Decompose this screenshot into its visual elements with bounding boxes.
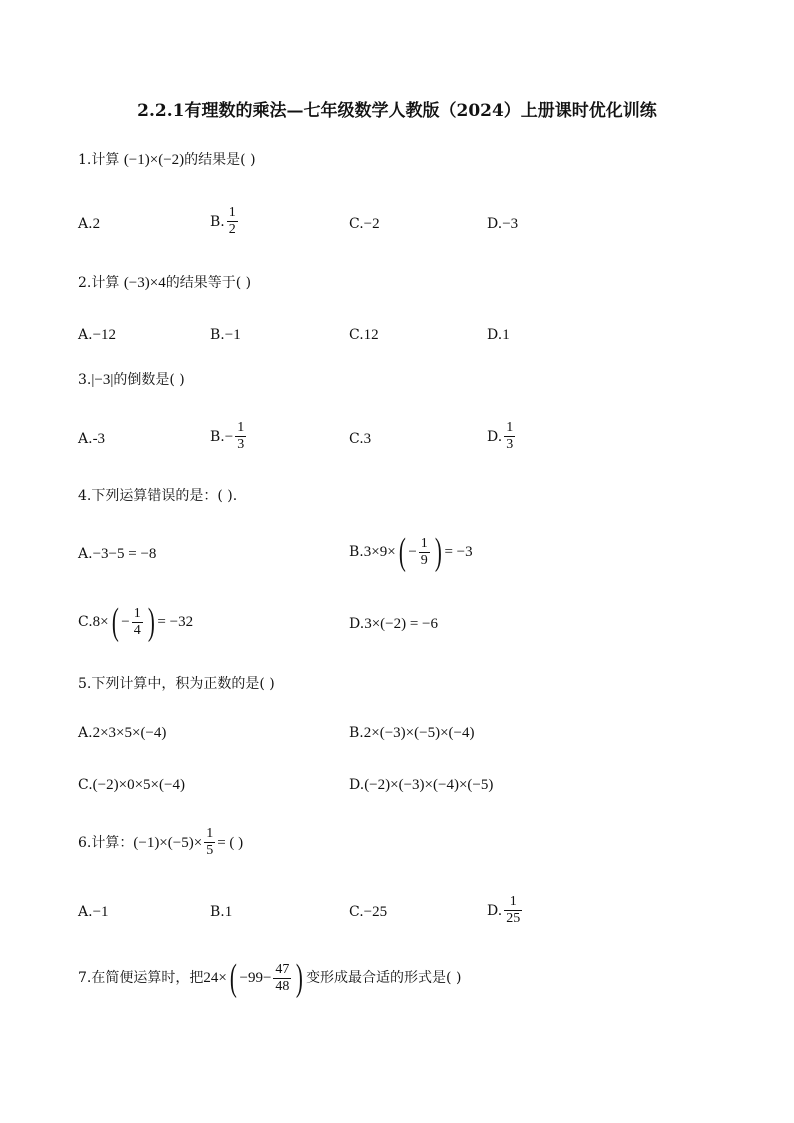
option-d[interactable] <box>349 775 493 795</box>
fraction <box>227 205 238 238</box>
option-value: 3 <box>363 431 372 447</box>
numerator: 1 <box>228 205 236 220</box>
option-d[interactable] <box>349 614 438 634</box>
option-label: B. <box>349 725 364 741</box>
fraction <box>132 606 143 639</box>
question-6 <box>78 826 243 859</box>
numerator: 47 <box>275 961 290 977</box>
option-value: -3 <box>92 431 106 447</box>
question-3 <box>78 370 185 390</box>
option-value: 2×(−3)×(−5)×(−4) <box>363 725 475 741</box>
option-label: D. <box>487 428 503 445</box>
question-number: 1. <box>78 152 92 168</box>
option-value: 8× <box>92 614 109 630</box>
fraction <box>235 420 246 453</box>
numerator: 1 <box>506 420 514 435</box>
left-paren: ( <box>398 531 406 573</box>
left-paren: ( <box>229 957 237 999</box>
question-number: 5. <box>78 676 92 692</box>
page-title: 2.2.1有理数的乘法—七年级数学人教版（2024）上册课时优化训练 <box>137 101 657 121</box>
question-text: 的结果等于( ) <box>165 275 252 291</box>
option-value: −12 <box>92 327 117 343</box>
option-label: A. <box>78 725 93 741</box>
math-expression: (−3)×4 <box>123 275 166 291</box>
option-c[interactable] <box>78 775 185 795</box>
option-c[interactable] <box>349 325 379 345</box>
option-c[interactable] <box>349 214 380 234</box>
option-c[interactable] <box>78 603 193 641</box>
option-label: A. <box>78 431 93 447</box>
right-paren: ) <box>296 957 304 999</box>
question-number: 3. <box>78 372 92 388</box>
math-expression: (−1)×(−2) <box>123 152 185 168</box>
math-expression: |−3| <box>91 372 114 388</box>
left-paren: ( <box>111 601 119 643</box>
math-expression: −99− <box>239 970 272 986</box>
denominator: 4 <box>133 622 141 638</box>
option-b[interactable] <box>210 325 241 345</box>
option-label: B. <box>210 904 225 920</box>
option-value: 12 <box>363 327 379 343</box>
option-label: B. <box>210 428 225 445</box>
question-4 <box>78 486 237 506</box>
option-label: C. <box>349 904 364 920</box>
math-expression: (−1)×(−5)× <box>133 834 203 851</box>
option-label: D. <box>487 902 503 919</box>
option-b[interactable] <box>349 533 473 571</box>
option-value: 3×(−2) = −6 <box>364 616 439 632</box>
fraction <box>504 894 522 927</box>
option-value: (−2)×0×5×(−4) <box>92 777 185 793</box>
right-paren: ) <box>434 531 442 573</box>
question-text: = ( ) <box>217 834 244 851</box>
option-b[interactable] <box>210 205 240 238</box>
question-text: 下列计算中，积为正数的是( ) <box>91 676 275 692</box>
question-text: 计算： <box>91 834 134 851</box>
numerator: 1 <box>509 894 517 909</box>
option-value: −2 <box>363 216 380 232</box>
option-a[interactable] <box>78 429 105 449</box>
question-1 <box>78 150 256 170</box>
option-label: C. <box>349 327 364 343</box>
option-a[interactable] <box>78 544 156 564</box>
option-d[interactable] <box>487 325 510 345</box>
option-d[interactable] <box>487 894 524 927</box>
option-label: D. <box>349 616 365 632</box>
option-value: 1 <box>502 327 510 343</box>
fraction <box>204 826 215 859</box>
minus-sign: − <box>408 544 417 560</box>
option-value: −3−5 = −8 <box>92 546 157 562</box>
denominator: 3 <box>506 437 514 452</box>
option-label: A. <box>78 216 93 232</box>
denominator: 25 <box>506 911 521 926</box>
option-value: = −32 <box>157 614 194 630</box>
option-value: −1 <box>224 327 241 343</box>
minus-sign: − <box>224 428 234 445</box>
option-value: 2×3×5×(−4) <box>92 725 167 741</box>
question-number: 6. <box>78 834 92 851</box>
denominator: 3 <box>237 437 245 452</box>
option-a[interactable] <box>78 723 166 743</box>
denominator: 5 <box>206 843 214 858</box>
option-c[interactable] <box>349 902 387 922</box>
right-paren: ) <box>147 601 155 643</box>
option-label: A. <box>78 904 93 920</box>
option-value: 2 <box>92 216 101 232</box>
fraction <box>419 536 430 569</box>
question-text: 在简便运算时，把 <box>91 970 204 986</box>
numerator: 1 <box>133 605 141 621</box>
question-5 <box>78 674 275 694</box>
option-label: D. <box>349 777 365 793</box>
option-label: D. <box>487 216 503 232</box>
option-value: (−2)×(−3)×(−4)×(−5) <box>364 777 494 793</box>
question-text: 计算 <box>91 152 120 168</box>
question-number: 2. <box>78 275 92 291</box>
option-label: A. <box>78 327 93 343</box>
option-c[interactable] <box>349 429 371 449</box>
option-value: 3×9× <box>363 544 396 560</box>
numerator: 1 <box>237 420 245 435</box>
option-value: −1 <box>92 904 109 920</box>
option-d[interactable] <box>487 420 517 453</box>
denominator: 48 <box>275 978 290 994</box>
option-label: C. <box>349 216 364 232</box>
option-b[interactable] <box>210 420 248 453</box>
option-label: B. <box>210 327 225 343</box>
question-text: 变形成最合适的形式是( ) <box>306 970 462 986</box>
question-number: 7. <box>78 970 92 986</box>
question-number: 4. <box>78 488 92 504</box>
option-label: B. <box>349 544 364 560</box>
question-text: 下列运算错误的是：( ). <box>91 488 238 504</box>
question-text: 的倒数是( ) <box>113 372 185 388</box>
option-label: C. <box>78 777 93 793</box>
denominator: 9 <box>420 552 428 568</box>
option-a[interactable] <box>78 325 116 345</box>
option-label: A. <box>78 546 93 562</box>
minus-sign: − <box>121 614 130 630</box>
option-label: B. <box>210 213 225 230</box>
question-2 <box>78 273 251 293</box>
option-label: C. <box>78 614 93 630</box>
option-label: C. <box>349 431 364 447</box>
option-a[interactable] <box>78 902 109 922</box>
option-a[interactable] <box>78 214 100 234</box>
option-b[interactable] <box>210 902 232 922</box>
option-b[interactable] <box>349 723 474 743</box>
question-text: 计算 <box>91 275 120 291</box>
numerator: 1 <box>420 535 428 551</box>
question-7 <box>78 959 461 997</box>
fraction <box>504 420 515 453</box>
option-d[interactable] <box>487 214 518 234</box>
numerator: 1 <box>206 826 214 841</box>
math-expression: 24× <box>203 970 227 986</box>
option-value: = −3 <box>444 544 473 560</box>
option-value: 1 <box>224 904 233 920</box>
option-label: D. <box>487 327 503 343</box>
option-value: −25 <box>363 904 388 920</box>
option-value: −3 <box>502 216 519 232</box>
fraction <box>273 962 291 995</box>
question-text: 的结果是( ) <box>184 152 256 168</box>
denominator: 2 <box>228 222 236 237</box>
